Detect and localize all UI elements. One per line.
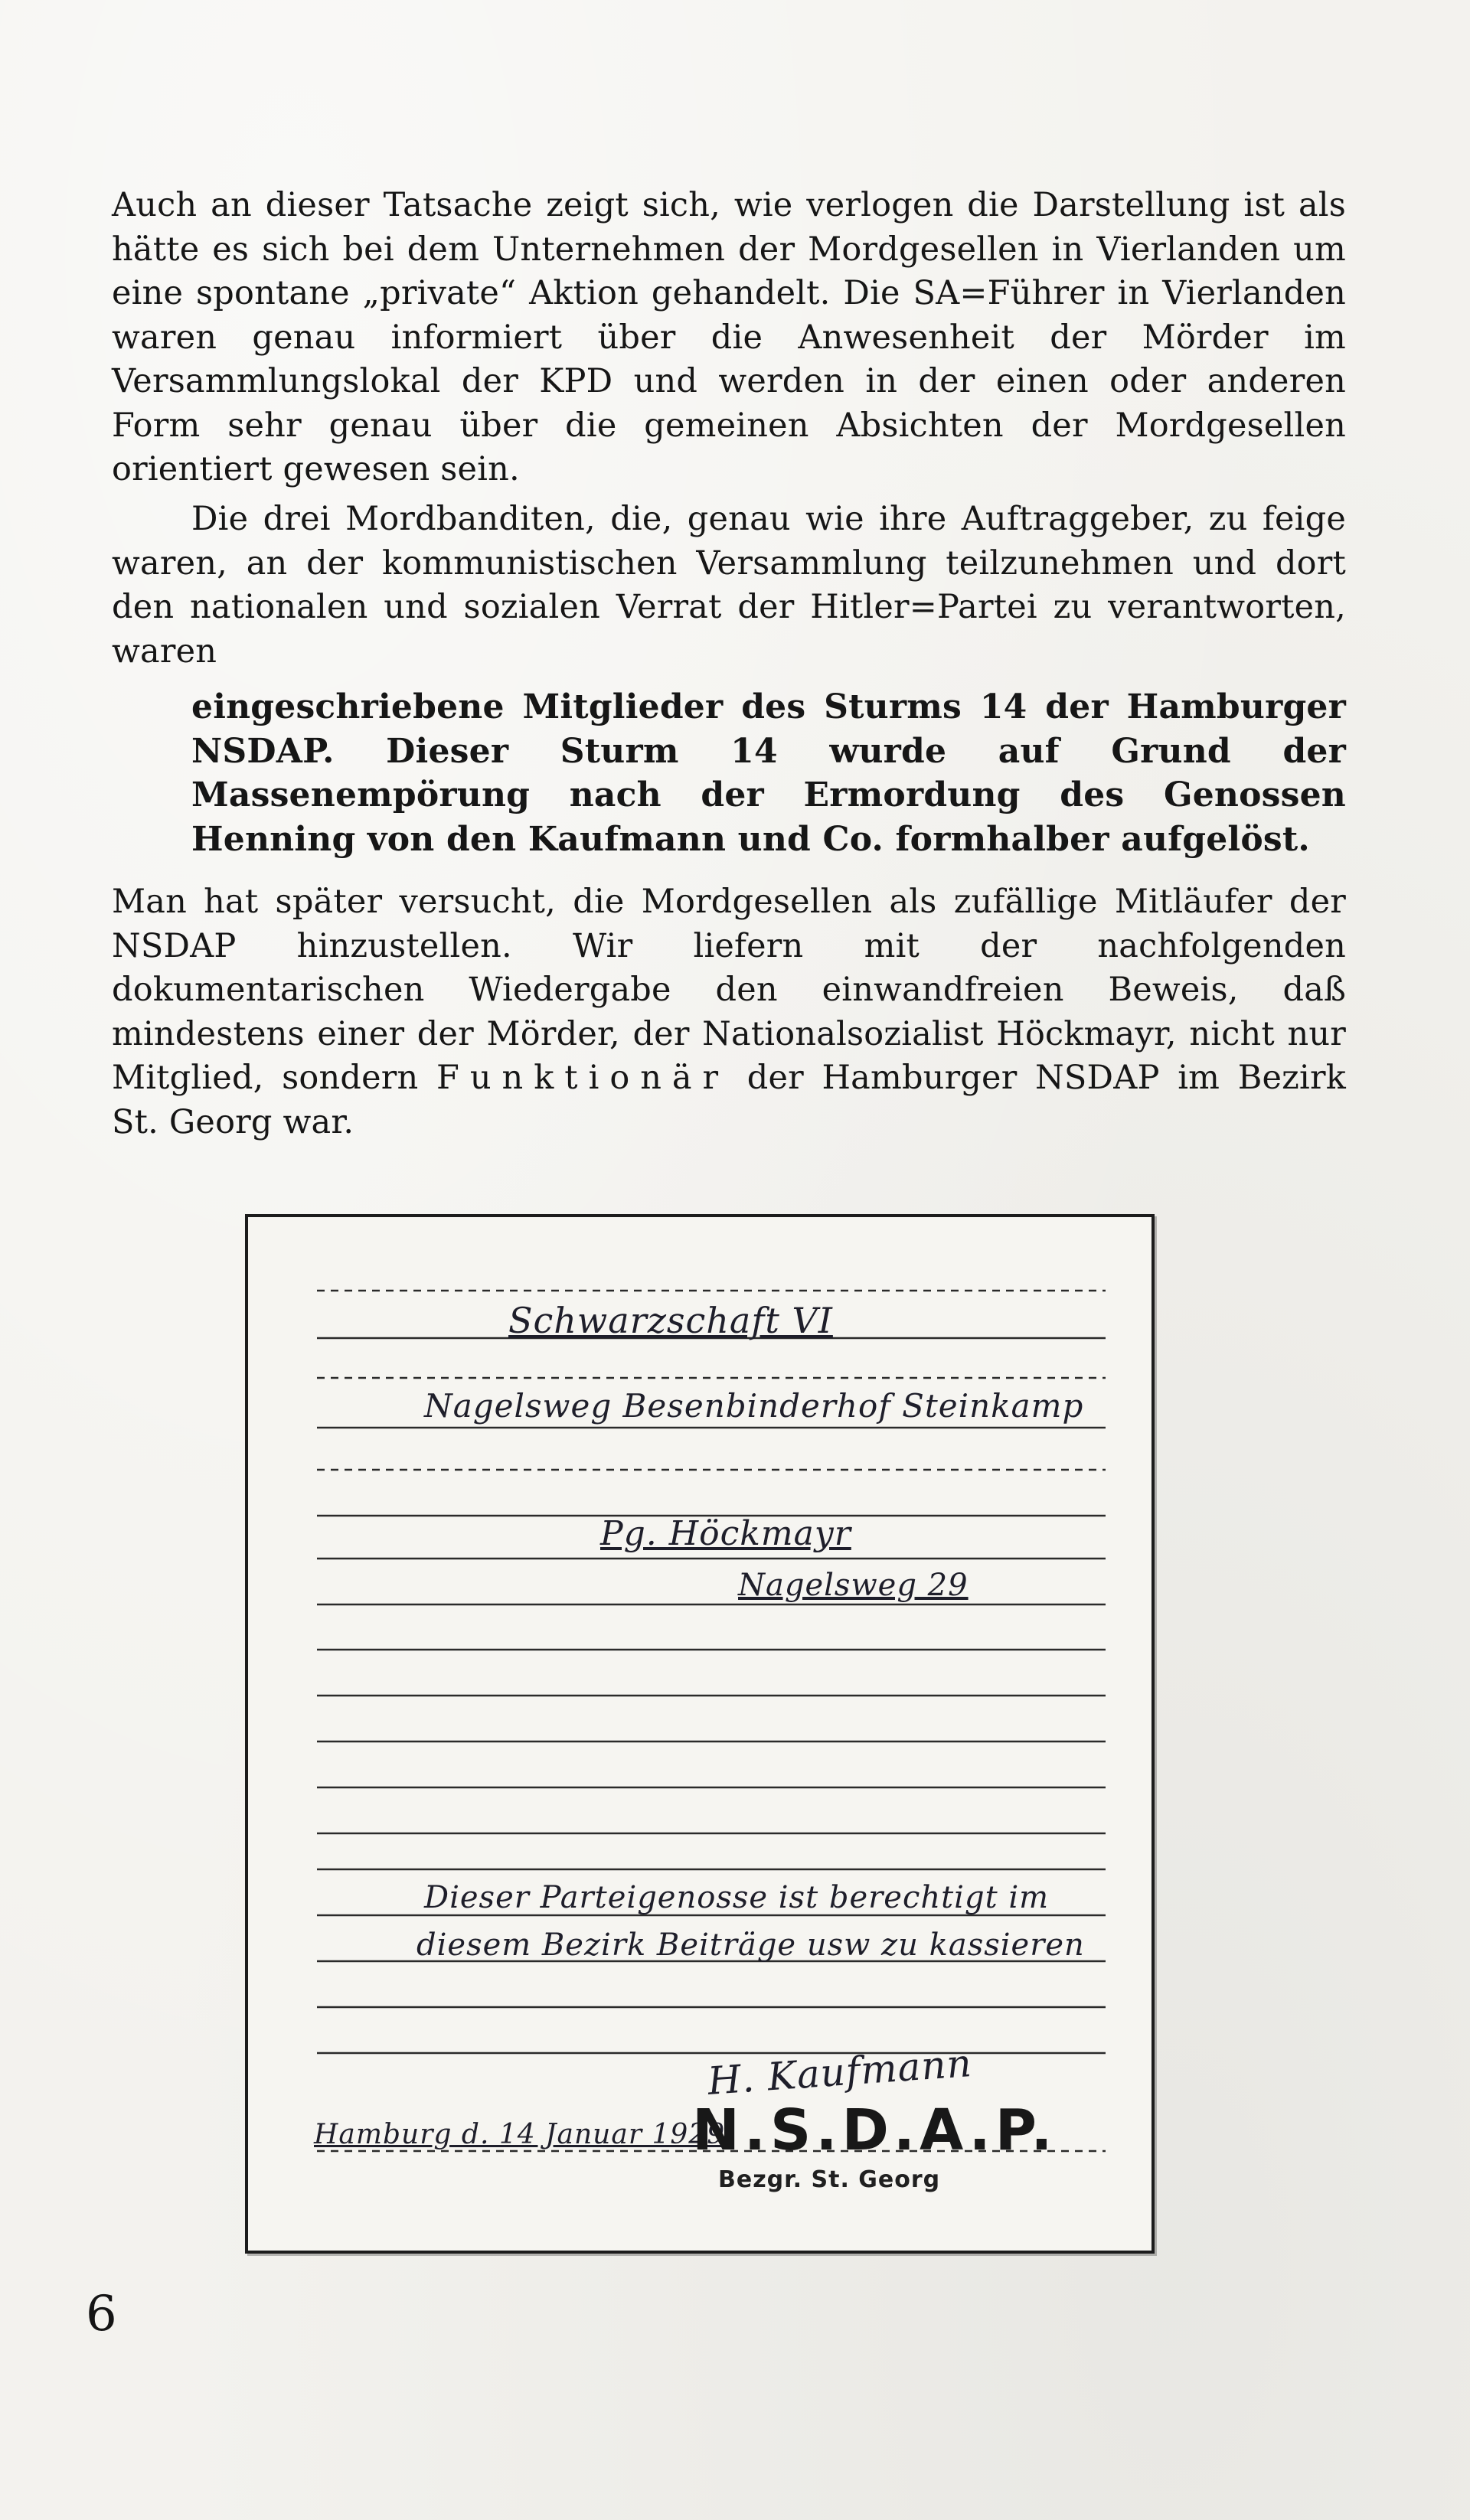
handwritten-authorization-line-1: Dieser Parteigenosse ist berechtigt im <box>424 1880 1050 1915</box>
form-ruled-lines <box>248 1217 1152 2251</box>
handwritten-group-name: Schwarzschaft VI <box>508 1300 833 1341</box>
paragraph-4-end: der Hamburger NSDAP im Bezirk St. Georg war. <box>112 1059 1346 1141</box>
handwritten-member-name: Pg. Höckmayr <box>600 1514 851 1553</box>
paragraph-4-text <box>112 880 1346 1144</box>
membership-document-facsimile <box>245 1214 1155 2254</box>
paragraph-3-emphasis <box>191 685 1346 861</box>
paragraph-3-text: eingeschriebene Mitglieder des Sturms 14 der Hamburger NSDAP. Dieser Sturm 14 wurde auf Grund der Massenempörung nach der Ermordung des Genossen Henning von den Kaufmann und Co. formhalber aufgelöst. <box>191 687 1346 859</box>
handwritten-date: Hamburg d. 14 Januar 1929 <box>314 2119 726 2150</box>
paragraph-4-spaced-word: Funktionär <box>436 1059 730 1097</box>
page-number: 6 <box>86 2286 117 2342</box>
nsdap-stamp: N.S.D.A.P. <box>692 2097 1057 2163</box>
handwritten-signature: H. Kaufmann <box>706 2041 974 2104</box>
handwritten-member-address: Nagelsweg 29 <box>738 1568 969 1603</box>
paragraph-4-start: Man hat später versucht, die Mordgesellen als zufällige Mitläufer der NSDAP hinzustellen. Wir liefern mit der nachfolgenden dokumentarischen Wiedergabe den einwandfreien Beweis, daß mindestens einer der Mörder, der Nationalsozialist Höckmayr, nicht nur Mitglied, sondern <box>112 883 1346 1097</box>
stamp-district-label: Bezgr. St. Georg <box>718 2166 941 2193</box>
paragraph-2-text: Die drei Mordbanditen, die, genau wie ihre Auftraggeber, zu feige waren, an der kommunistischen Versammlung teilzunehmen und dort den nationalen und sozialen Verrat der Hitler=Partei zu verantworten, waren <box>112 500 1346 671</box>
paragraph-2 <box>112 498 1346 674</box>
handwritten-authorization-line-2: diesem Bezirk Beiträge usw zu kassieren <box>416 1928 1085 1963</box>
paragraph-4 <box>112 880 1346 1144</box>
paragraph-1 <box>112 184 1346 492</box>
paragraph-1-text: Auch an dieser Tatsache zeigt sich, wie verlogen die Darstellung ist als hätte es sich bei dem Unternehmen der Mordgesellen in Vierlanden um eine spontane „private“ Aktion gehandelt. Die SA=Führer in Vierlanden waren genau informiert über die Anwesenheit der Mörder im Versammlungslokal der KPD und werden in der einen oder anderen Form sehr genau über die gemeinen Absichten der Mordgesellen orientiert gewesen sein. <box>112 186 1346 488</box>
handwritten-district-streets: Nagelsweg Besenbinderhof Steinkamp <box>424 1387 1084 1425</box>
